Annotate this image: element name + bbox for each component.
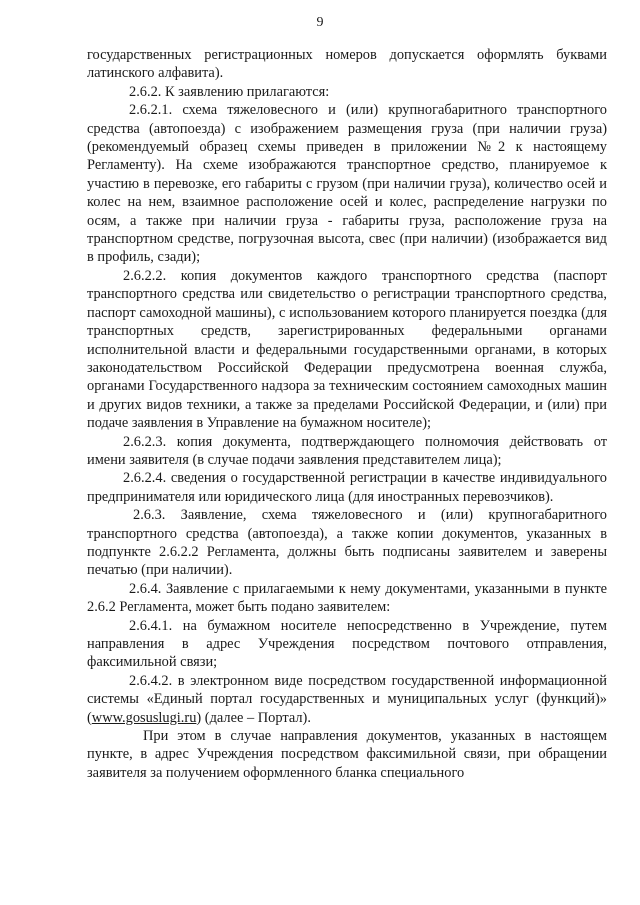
paragraph-2-6-2: 2.6.2. К заявлению прилагаются: [129,83,330,100]
paragraph-fax-note: При этом в случае направления документов, указанных в настоящем пункте, в адрес Учреждения посредством факсимильной связи, при обращении заявителя за получением оформленного бланка специального [87,728,607,781]
gosuslugi-link[interactable]: www.gosuslugi.ru [91,709,197,726]
document-body [87,46,607,782]
paragraph-2-6-4-2 [87,672,607,727]
paragraph-2-6-2-3: 2.6.2.3. копия документа, подтверждающего полномочия действовать от имени заявителя (в случае подачи заявления представителем лица); [87,433,607,468]
paragraph-2-6-2-2: 2.6.2.2. копия документов каждого транспортного средства (паспорт транспортного средства или свидетельство о регистрации транспортного средства, паспорт самоходной машины), с использованием которого планируется поездка (для транспортных средств, зарегистрированных федеральными органами исполнительной власти и федеральными государственными органами, в которых законодательством Российской Федерации предусмотрена военная служба, органами Государственного надзора за техническим состоянием самоходных машин и других видов техники, а также за пределами Российской Федерации, и (или) при подаче заявления в Управление на бумажном носителе); [87,267,607,432]
paragraph-2-6-4-2-text-after: ) (далее – Портал). [196,709,311,726]
paragraph-continuation: государственных регистрационных номеров допускается оформлять буквами латинского алфавита). [87,47,607,82]
paragraph-2-6-4-1: 2.6.4.1. на бумажном носителе непосредственно в Учреждение, путем направления в адрес Учреждения посредством почтового отправления, факсимильной связи; [87,617,607,671]
paragraph-2-6-4-2-text-before: 2.6.4.2. в электронном виде посредством государственной информационной системы «Единый портал государственных и муниципальных услуг (функций)» ( [87,672,607,726]
page-number: 9 [316,15,324,30]
paragraph-2-6-2-1: 2.6.2.1. схема тяжеловесного и (или) крупногабаритного транспортного средства (автопоезда) с изображением размещения груза (при наличии груза) (рекомендуемый образец схемы приведен в приложении №2 к настоящему Регламенту). На схеме изображаются транспортное средство, планируемое к участию в перевозке, его габариты с грузом (при наличии груза), количество осей и колес на нем, взаимное расположение осей и колес, распределение нагрузки по осям, а также при наличии груза - габариты груза, расположение груза на транспортном средстве, погрузочная высота, свес (при наличии) (изображается вид в профиль, сзади); [87,102,607,266]
paragraph-2-6-4: 2.6.4. Заявление с прилагаемыми к нему документами, указанными в пункте 2.6.2 Регламента, может быть подано заявителем: [87,580,607,616]
paragraph-2-6-2-4: 2.6.2.4. сведения о государственной регистрации в качестве индивидуального предпринимателя или юридического лица (для иностранных перевозчиков). [87,470,607,505]
paragraph-2-6-3: 2.6.3. Заявление, схема тяжеловесного и (или) крупногабаритного транспортного средства (автопоезда), а также копии документов, указанных в подпункте 2.6.2.2 Регламента, должны быть подписаны заявителем и заверены печатью (при наличии). [87,507,607,579]
